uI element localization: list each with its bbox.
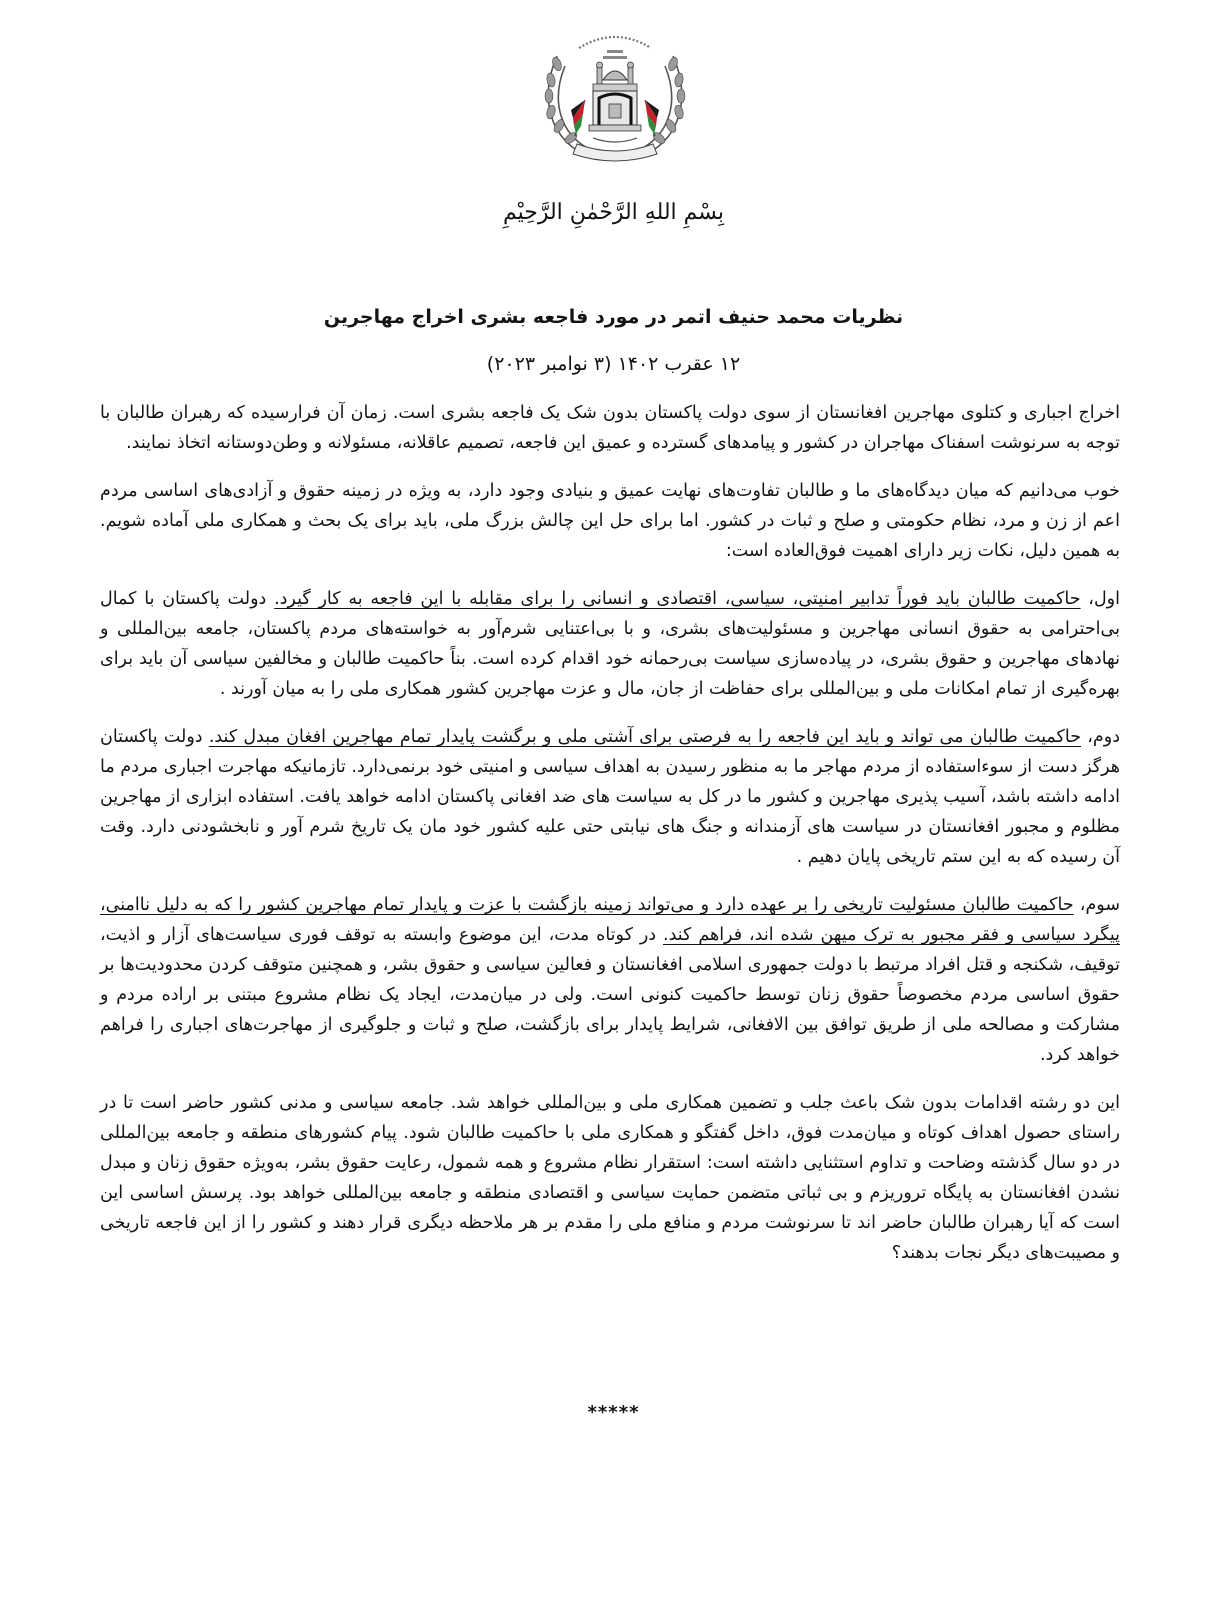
underlined-segment: حاکمیت طالبان می تواند و باید این فاجعه را به فرصتی برای آشتی ملی و برگشت پایدار تمام مهاجرین افغان مبدل کند. xyxy=(208,727,1082,747)
text-segment: خوب می‌دانیم که میان دیدگاه‌های ما و طالبان تفاوت‌های نهایت عمیق و بنیادی وجود دارد، به ویژه در زمینه حقوق و آزادی‌های اساسی مردم اعم از زن و مرد، نظام حکومتی و صلح و ثبات در کشور. اما برای حل این چالش بزرگ ملی، باید برای یک بحث و همکاری ملی آماده شویم. به همین دلیل، نکات زیر دارای اهمیت فوق‌العاده است: xyxy=(100,481,1120,561)
text-segment: اول، xyxy=(1080,589,1120,609)
text-segment: دولت پاکستان هرگز دست از سوءاستفاده از مردم مهاجر ما به منظور رسیدن به اهداف سیاسی و امنیتی خود برنمی‌دارد. تازمانیکه مهاجرت اجباری مردم ما ادامه داشته باشد، آسیب پذیری مهاجرین و کشور ما در کل به سیاست های ضد افغانی پاکستان ادامه خواهد یافت. استفاده ابزاری از مهاجرین مظلوم و مجبور افغانستان در سیاست های آزمندانه و جنگ های نیابتی حتی علیه کشور خود مان یک تاریخ شرم آور و نابخشودنی دارد. وقت آن رسیده که به این ستم تاریخی پایان دهیم . xyxy=(100,727,1120,867)
document-body xyxy=(100,398,1120,1286)
paragraph-point-third xyxy=(100,890,1120,1070)
underlined-segment: حاکمیت طالبان مسئولیت تاریخی را بر عهده دارد و می‌تواند زمینه بازگشت با عزت و پایدار تمام مهاجرین کشور را که به دلیل ناامنی، پیگرد سیاسی و فقر مجبور به ترک میهن شده اند، فراهم کند. xyxy=(100,895,1120,945)
wheat-left-icon xyxy=(545,56,579,146)
text-segment: سوم، xyxy=(1073,895,1120,915)
document-date: ۱۲ عقرب ۱۴۰۲ (۳ نوامبر ۲۰۲۳) xyxy=(486,353,741,375)
underlined-segment: حاکمیت طالبان باید فوراً تدابیر امنیتی، سیاسی، اقتصادی و انسانی را برای مقابله با این فاجعه به کار گیرد. xyxy=(274,589,1081,609)
inscription-arc xyxy=(579,37,651,48)
coat-of-arms-emblem xyxy=(527,18,703,166)
paragraph-intro xyxy=(100,398,1120,458)
text-segment: دوم، xyxy=(1081,727,1120,747)
paragraph-point-first xyxy=(100,584,1120,704)
flag-left-icon xyxy=(571,100,585,136)
text-segment: در کوتاه مدت، این موضوع وابسته به توقف فوری سیاست‌های آزار و اذیت، توقیف، شکنجه و قتل افراد مرتبط با دولت جمهوری اسلامی افغانستان و فعالین سیاسی و حقوق بشر، و همچنین متوقف کردن محدودیت‌ها بر حقوق اساسی مردم مخصوصاً حقوق زنان توسط حاکمیت کنونی است. ولی در میان‌مدت، ایجاد یک نظام مشروع مبتنی بر اراده مردم و مشارکت و مصالحه ملی از طریق توافق بین الافغانی، شرایط پایدار برای بازگشت، صلح و ثبات و جلوگیری از مهاجرت‌های اجباری را فراهم خواهد کرد. xyxy=(100,925,1120,1065)
mosque-icon xyxy=(589,62,641,131)
text-segment: این دو رشته اقدامات بدون شک باعث جلب و تضمین همکاری ملی و بین‌المللی خواهد شد. جامعه سیاسی و مدنی کشور حاضر است تا در راستای حصول اهداف کوتاه و میان‌مدت فوق، داخل گفتگو و همکاری ملی با حاکمیت طالبان شود. پیام کشورهای منطقه و جامعه بین‌المللی در دو سال گذشته وضاحت و تداوم استثنایی داشته است: استقرار نظام مشروع و همه شمول، رعایت حقوق بشر، به‌ویژه حقوق زنان و مبدل نشدن افغانستان به پایگاه تروریزم و بی ثباتی متضمن حمایت سیاسی و اقتصادی منطقه و جامعه بین‌المللی خواهد بود. پرسش اساسی این است که آیا رهبران طالبان حاضر اند تا سرنوشت مردم و منافع ملی را مقدم بر هر ملاحظه دیگری قرار دهند و کشور را از این فاجعه تاریخی و مصیبت‌های دیگر نجات بدهند؟ xyxy=(100,1093,1120,1263)
bismillah-heading: بِسْمِ اللهِ الرَّحْمٰنِ الرَّحِيْمِ xyxy=(502,200,725,225)
flag-right-icon xyxy=(645,100,659,136)
emblem-graphic xyxy=(527,18,703,166)
paragraph-context xyxy=(100,476,1120,566)
ribbon-banner xyxy=(573,144,657,161)
text-segment: دولت پاکستان با کمال بی‌احترامی به حقوق انسانی مهاجرین و مسئولیت‌های بشری، و با بی‌اعتنایی شرم‌آور به خواسته‌های مردم پاکستان، جامعه بین‌المللی و نهادهای مهاجرین و حقوق بشری، در پیاده‌سازی سیاست بی‌رحمانه خود اقدام کرده است. بناً حاکمیت طالبان و مخالفین سیاسی آن باید برای بهره‌گیری از تمام امکانات ملی و بین‌المللی برای حفاظت از جان، مال و عزت مهاجرین کشور همکاری ملی را به میان آورند . xyxy=(100,589,1120,699)
paragraph-point-second xyxy=(100,722,1120,872)
wheat-right-icon xyxy=(651,56,685,146)
text-segment: اخراج اجباری و کتلوی مهاجرین افغانستان از سوی دولت پاکستان بدون شک یک فاجعه بشری است. زمان آن فرارسیده که رهبران طالبان با توجه به سرنوشت اسفناک مهاجران در کشور و پیامدهای گسترده و عمیق این فاجعه، تصمیم عاقلانه، مسئولانه و وطن‌دوستانه اتخاذ نمایند. xyxy=(100,403,1120,453)
paragraph-conclusion xyxy=(100,1088,1120,1268)
ending-mark: ***** xyxy=(587,1402,640,1423)
document-title: نظریات محمد حنیف اتمر در مورد فاجعه بشری اخراج مهاجرین xyxy=(323,306,904,328)
